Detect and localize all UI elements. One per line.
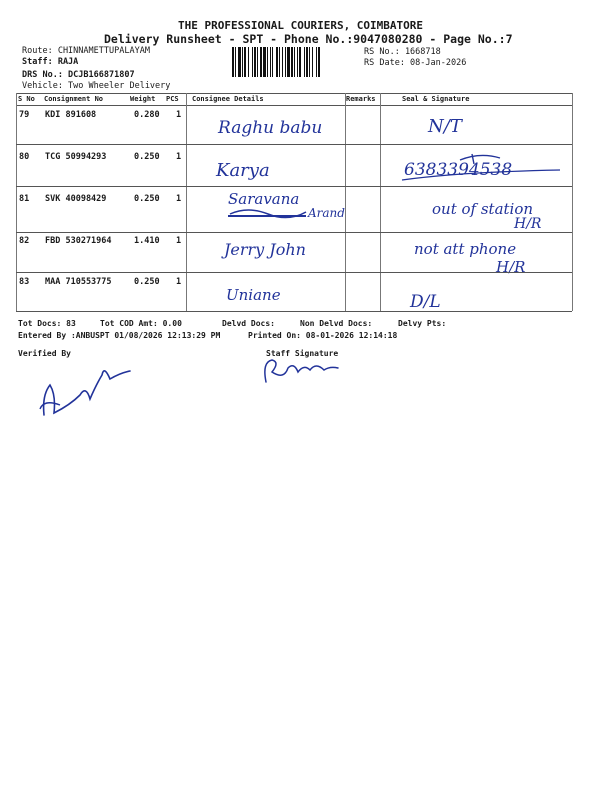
row-weight: 0.280 — [134, 110, 160, 120]
row-weight: 0.250 — [134, 194, 160, 204]
row-sno: 83 — [19, 277, 30, 287]
staff-signature-mark — [258, 352, 348, 386]
row-pcs: 1 — [176, 110, 182, 120]
rs-number: RS No.: 1668718 — [364, 47, 441, 57]
table-header — [16, 93, 572, 105]
struck-out-text — [228, 206, 308, 222]
company-name: THE PROFESSIONAL COURIERS, COIMBATORE — [178, 19, 424, 32]
row-pcs: 1 — [176, 277, 182, 287]
delivered-docs: Delvd Docs: — [222, 319, 275, 328]
col-divider — [345, 93, 346, 311]
vehicle-label: Vehicle: Two Wheeler Delivery — [22, 81, 171, 91]
row-weight: 1.410 — [134, 236, 160, 246]
col-sno: S No — [18, 95, 35, 103]
col-seal: Seal & Signature — [402, 95, 470, 103]
row-pcs: 1 — [176, 236, 182, 246]
handwritten-seal: not att phone — [414, 240, 517, 258]
handwritten-consignee: Raghu babu — [218, 118, 323, 138]
staff-label: Staff: RAJA — [22, 57, 79, 67]
col-divider — [186, 93, 187, 311]
route-label: Route: CHINNAMETTUPALAYAM — [22, 46, 150, 56]
row-divider — [16, 186, 572, 187]
row-divider — [16, 272, 572, 273]
handwritten-seal: N/T — [428, 116, 462, 137]
col-pcs: PCS — [166, 95, 179, 103]
printed-on: Printed On: 08-01-2026 12:14:18 — [248, 331, 398, 340]
row-divider — [16, 144, 572, 145]
handwritten-seal-2: H/R — [496, 258, 526, 276]
drs-number: DRS No.: DCJB166871807 — [22, 70, 135, 80]
row-sno: 79 — [19, 110, 30, 120]
handwritten-consignee: Karya — [216, 160, 270, 181]
row-consignment: FBD 530271964 — [45, 236, 112, 246]
row-consignment: MAA 710553775 — [45, 277, 112, 287]
table-bottom-border — [16, 311, 572, 312]
handwritten-seal: D/L — [410, 292, 441, 312]
handwritten-seal-2: H/R — [514, 216, 542, 232]
verified-by-label: Verified By — [18, 349, 71, 358]
row-consignment: TCG 50994293 — [45, 152, 107, 162]
row-consignment: SVK 40098429 — [45, 194, 107, 204]
staff-signature-label: Staff Signature — [266, 349, 339, 358]
handwritten-consignee: Saravana — [228, 190, 300, 208]
table-left-border — [16, 93, 17, 311]
handwritten-consignee: Uniane — [226, 286, 281, 304]
col-consignment: Consignment No — [44, 95, 104, 103]
col-remarks: Remarks — [346, 95, 376, 103]
col-consignee: Consignee Details — [192, 95, 264, 103]
table-right-border — [572, 93, 573, 311]
col-weight: Weight — [130, 95, 156, 103]
row-sno: 81 — [19, 194, 30, 204]
header-divider — [16, 105, 572, 106]
handwritten-consignee: Jerry John — [224, 240, 306, 259]
handwritten-consignee-2: Arand — [308, 206, 345, 220]
delivery-points: Delvy Pts: — [398, 319, 447, 328]
row-weight: 0.250 — [134, 277, 160, 287]
runsheet-subtitle: Delivery Runsheet - SPT - Phone No.:9047080280 - Page No.:7 — [104, 32, 513, 46]
non-delivered-docs: Non Delvd Docs: — [300, 319, 373, 328]
barcode-image — [232, 47, 360, 77]
col-divider — [380, 93, 381, 311]
row-pcs: 1 — [176, 194, 182, 204]
row-sno: 80 — [19, 152, 30, 162]
entered-by: Entered By :ANBUSPT 01/08/2026 12:13:29 PM — [18, 331, 221, 340]
row-divider — [16, 232, 572, 233]
handwritten-phone: 6383394538 — [404, 160, 513, 180]
row-sno: 82 — [19, 236, 30, 246]
row-pcs: 1 — [176, 152, 182, 162]
total-docs: Tot Docs: 83 — [18, 319, 76, 328]
rs-date: RS Date: 08-Jan-2026 — [364, 58, 467, 68]
row-consignment: KDI 891608 — [45, 110, 97, 120]
handwritten-seal: out of station — [432, 200, 534, 218]
total-cod: Tot COD Amt: 0.00 — [100, 319, 182, 328]
verified-by-signature — [30, 355, 150, 425]
row-weight: 0.250 — [134, 152, 160, 162]
signature-scribble — [400, 150, 570, 190]
